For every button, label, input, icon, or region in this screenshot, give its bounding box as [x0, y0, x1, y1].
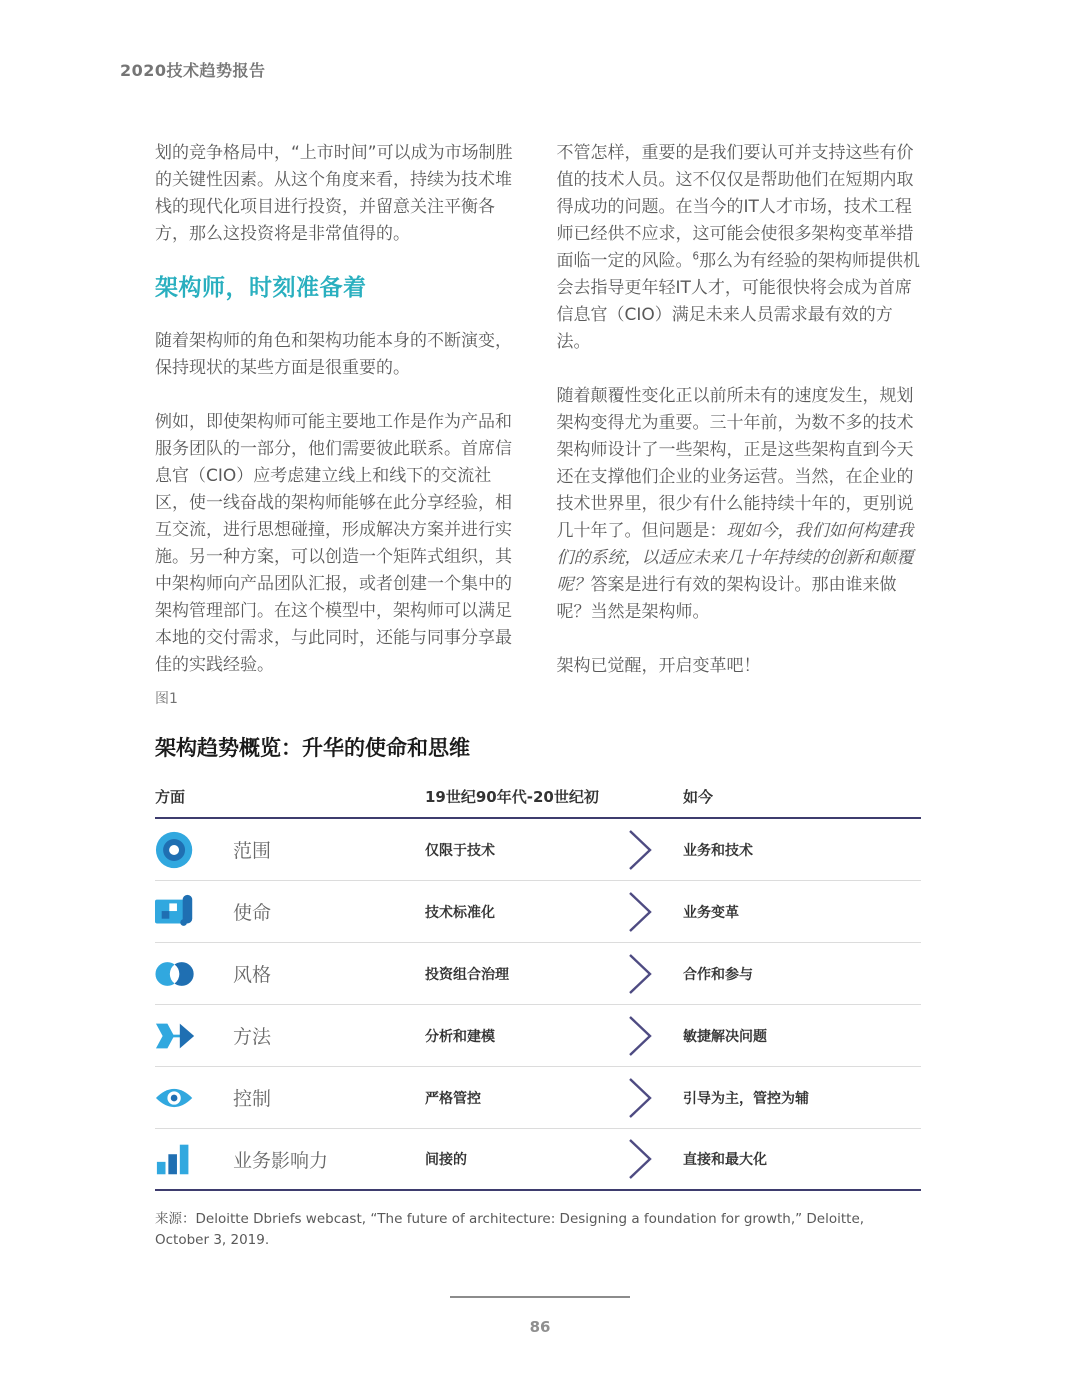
page-number: 86: [529, 1318, 551, 1336]
paragraph: 例如，即使架构师可能主要地工作是作为产品和服务团队的一部分，他们需要彼此联系。首席信息官（CIO）应考虑建立线上和线下的交流社区，使一线奋战的架构师能够在此分享经验，相互交流，进行思想碰撞，形成解决方案并进行实施。另一种方案，可以创造一个矩阵式组织，其中架构师向产品团队汇报，或者创建一个集中的架构管理部门。在这个模型中，架构师可以满足本地的交付需求，与此同时，还能与同事分享最佳的实践经验。: [155, 412, 512, 675]
section-heading: 架构师，时刻准备着: [155, 275, 367, 301]
paragraph-text: 随着颠覆性变化正以前所未有的速度发生，规划架构变得尤为重要。三十年前，为数不多的技术架构师设计了一些架构，正是这些架构直到今天还在支撑他们企业的业务运营。当然，在企业的技术世界里，很少有什么能持续十年的，更别说几十年了。但问题是：: [556, 386, 914, 541]
past-value: 投资组合治理: [425, 966, 509, 983]
chevron-right-icon: [628, 829, 683, 871]
now-value: 业务和技术: [683, 842, 753, 859]
now-value: 业务变革: [683, 904, 739, 921]
past-value: 技术标准化: [425, 904, 495, 921]
chevron-right-icon: [628, 1015, 683, 1057]
now-value: 直接和最大化: [683, 1152, 767, 1168]
past-value: 严格管控: [425, 1090, 481, 1107]
aspect-label: 控制: [233, 1088, 272, 1110]
footer-divider: [450, 1296, 630, 1298]
column-header-aspect: 方面: [155, 788, 186, 806]
aspect-label: 范围: [233, 840, 272, 862]
past-value: 间接的: [425, 1152, 467, 1168]
table-header-row: [155, 786, 921, 819]
map-scroll-icon: [155, 892, 233, 932]
past-value: 分析和建模: [425, 1028, 495, 1045]
source-note: 来源：Deloitte Dbriefs webcast, “The future of architecture: Designing a foundation for growth,” Deloitte, October 3, 2019.: [155, 1211, 865, 1248]
table-row: [155, 1067, 921, 1129]
now-value: 敏捷解决问题: [683, 1028, 767, 1045]
now-value: 合作和参与: [683, 966, 753, 983]
left-column: [155, 140, 520, 707]
column-header-past: 19世纪90年代-20世纪初: [425, 788, 599, 806]
past-value: 仅限于技术: [425, 842, 495, 859]
column-header-now: 如今: [683, 788, 714, 806]
aspect-label: 方法: [233, 1026, 272, 1048]
table-row: [155, 1129, 921, 1191]
bar-chart-icon: [155, 1139, 233, 1179]
figure-label: 图1: [155, 691, 178, 707]
footnote-marker: 6: [692, 251, 699, 263]
chevron-right-icon: [628, 891, 683, 933]
paragraph: 划的竞争格局中，“上市时间”可以成为市场制胜的关键性因素。从这个角度来看，持续为技术堆栈的现代化项目进行投资，并留意关注平衡各方，那么这投资将是非常值得的。: [155, 143, 513, 244]
body-columns: [155, 140, 921, 707]
aspect-label: 使命: [233, 902, 272, 924]
chevron-right-icon: [628, 1138, 683, 1180]
now-value: 引导为主，管控为辅: [683, 1090, 809, 1107]
table-row: [155, 1005, 921, 1067]
figure-title: 架构趋势概览：升华的使命和思维: [155, 736, 470, 760]
right-column: [557, 140, 922, 707]
arrow-fish-icon: [155, 1016, 233, 1056]
figure-1: [155, 688, 921, 1251]
aspect-label: 业务影响力: [233, 1149, 329, 1172]
venn-circles-icon: [155, 954, 233, 994]
target-icon: [155, 830, 233, 870]
paragraph-text: 不管怎样，重要的是我们要认可并支持这些有价值的技术人员。这不仅仅是帮助他们在短期内取得成功的问题。在当今的IT人才市场，技术工程师已经供不应求，这可能会使很多架构变革举措面临一定的风险。: [556, 143, 914, 271]
paragraph-text: 那么为有经验的架构师提供机会去指导更年轻IT人才，可能很快将会成为首席信息官（CIO）满足未来人员需求最有效的方法。: [556, 251, 920, 352]
italic-question: 现如今，我们如何构建我们的系统，以适应未来几十年持续的创新和颠覆呢？: [556, 521, 914, 595]
paragraph-text: 答案是进行有效的架构设计。那由谁来做呢？当然是架构师。: [556, 575, 897, 622]
paragraph: 架构已觉醒，开启变革吧！: [556, 656, 761, 676]
paragraph: [557, 140, 922, 356]
aspect-label: 风格: [233, 964, 272, 986]
paragraph: [557, 383, 922, 626]
table-row: [155, 819, 921, 881]
eye-icon: [155, 1078, 233, 1118]
report-title: 2020技术趋势报告: [120, 61, 266, 80]
paragraph: 随着架构师的角色和架构功能本身的不断演变，保持现状的某些方面是很重要的。: [155, 331, 512, 378]
chevron-right-icon: [628, 1077, 683, 1119]
table-row: [155, 943, 921, 1005]
table-row: [155, 881, 921, 943]
chevron-right-icon: [628, 953, 683, 995]
